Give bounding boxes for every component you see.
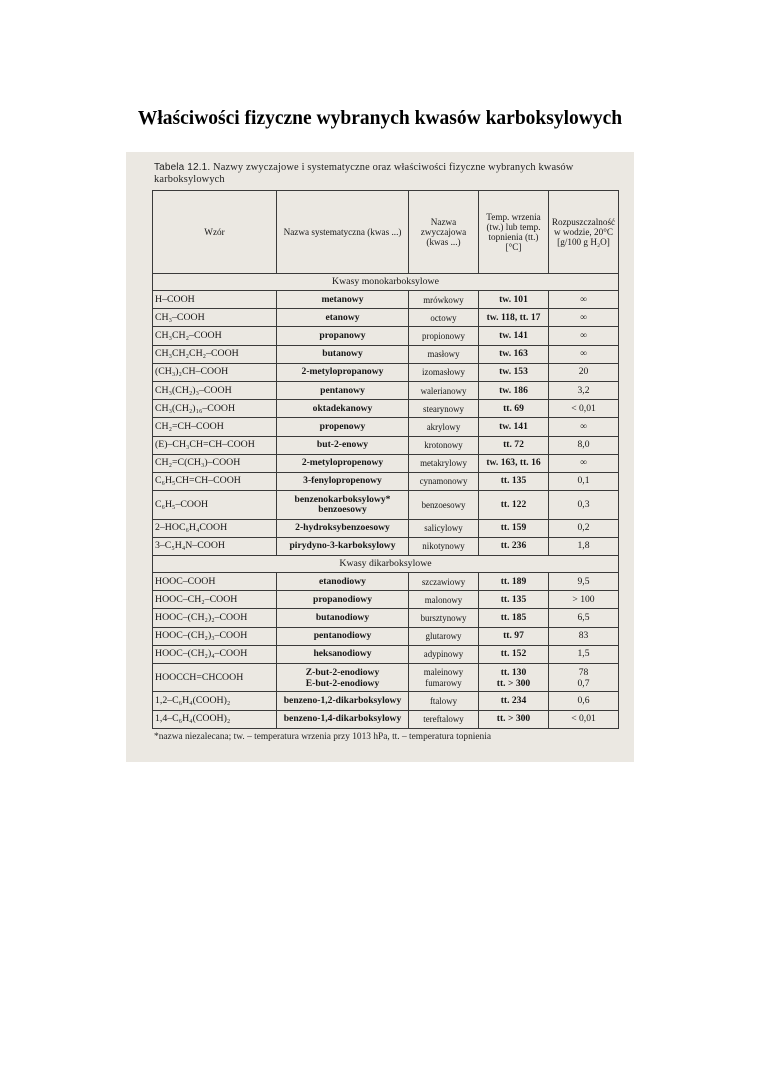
cell-formula: 1,4–C₆H₄(COOH)₂ [153,710,277,728]
header-common-name: Nazwa zwyczajowa (kwas ...) [409,191,479,274]
cell-systematic-name: benzenokarboksylowy* benzoesowy [277,491,409,520]
cell-formula: CH₂=CH–COOH [153,418,277,436]
cell-solubility-line: 78 [578,666,589,678]
cell-systematic-name: propenowy [277,418,409,436]
cell-solubility: 20 [549,363,619,381]
cell-solubility: ∞ [549,454,619,472]
cell-temperature: tt. 97 [479,627,549,645]
cell-systematic-name: etanodiowy [277,572,409,590]
cell-temperature: tt. 69 [479,400,549,418]
cell-solubility [549,663,619,692]
cell-systematic-name [277,663,409,692]
cell-temperature: tt. 236 [479,537,549,555]
cell-temperature: tw. 101 [479,291,549,309]
cell-formula: C₆H₅–COOH [153,491,277,520]
cell-systematic-name: butanowy [277,345,409,363]
cell-formula: 3–C₅H₄N–COOH [153,537,277,555]
cell-formula: HOOC–(CH₂)₃–COOH [153,627,277,645]
table-row [153,381,619,399]
header-solubility: Rozpuszczalność w wodzie, 20°C [g/100 g H₂O] [549,191,619,274]
cell-systematic-name: butanodiowy [277,609,409,627]
cell-temperature: tt. 122 [479,491,549,520]
header-formula: Wzór [153,191,277,274]
cell-common-name: tereftalowy [409,710,479,728]
cell-common-name: glutarowy [409,627,479,645]
cell-solubility: ∞ [549,345,619,363]
cell-temperature: tt. 135 [479,472,549,490]
cell-solubility: ∞ [549,291,619,309]
cell-formula: CH₂=C(CH₃)–COOH [153,454,277,472]
cell-temperature: tw. 163 [479,345,549,363]
cell-systematic-name: metanowy [277,291,409,309]
table-body [153,274,619,729]
cell-solubility: 1,5 [549,645,619,663]
header-temperature: Temp. wrzenia (tw.) lub temp. topnienia (tt.) [°C] [479,191,549,274]
cell-common-name-line: maleinowy [423,666,464,677]
cell-systematic-name-line: E-but-2-enodiowy [305,677,380,689]
cell-temperature: tw. 141 [479,327,549,345]
cell-solubility: 83 [549,627,619,645]
cell-solubility: 3,2 [549,381,619,399]
cell-temperature: tw. 118, tt. 17 [479,309,549,327]
cell-temperature: tt. > 300 [479,710,549,728]
table-row [153,537,619,555]
cell-systematic-name: pentanowy [277,381,409,399]
cell-solubility: 9,5 [549,572,619,590]
cell-common-name: nikotynowy [409,537,479,555]
cell-common-name: walerianowy [409,381,479,399]
table-row [153,692,619,710]
table-footnote: *nazwa niezalecana; tw. – temperatura wrzenia przy 1013 hPa, tt. – temperatura topnienia [154,731,492,742]
table-row [153,309,619,327]
table-row [153,472,619,490]
table-row [153,363,619,381]
table-row [153,291,619,309]
cell-common-name: mrówkowy [409,291,479,309]
table-row [153,609,619,627]
cell-temperature: tt. 189 [479,572,549,590]
cell-solubility-line: 0,7 [577,677,590,689]
section-di-label: Kwasy dikarboksylowe [153,555,619,572]
section-row-di [153,555,619,572]
table-row [153,710,619,728]
cell-solubility: 0,6 [549,692,619,710]
cell-systematic-name: 2-metylopropenowy [277,454,409,472]
cell-solubility: 0,2 [549,519,619,537]
cell-formula: 1,2–C₆H₄(COOH)₂ [153,692,277,710]
cell-solubility: > 100 [549,591,619,609]
cell-formula: 2–HOC₆H₄COOH [153,519,277,537]
cell-temperature: tw. 141 [479,418,549,436]
cell-formula: HOOCCH=CHCOOH [153,663,277,692]
cell-formula: HOOC–CH₂–COOH [153,591,277,609]
cell-temperature-line: tt. 130 [500,666,527,678]
cell-solubility: 6,5 [549,609,619,627]
scanned-table-image [126,152,634,762]
table-row [153,627,619,645]
table-row [153,645,619,663]
cell-common-name: bursztynowy [409,609,479,627]
table-row [153,345,619,363]
cell-formula: HOOC–(CH₂)₄–COOH [153,645,277,663]
cell-temperature: tw. 186 [479,381,549,399]
cell-temperature: tt. 135 [479,591,549,609]
acids-table [152,190,619,729]
cell-formula: (CH₃)₂CH–COOH [153,363,277,381]
cell-common-name: octowy [409,309,479,327]
cell-formula: C₆H₅CH=CH–COOH [153,472,277,490]
cell-systematic-name: 2-metylopropanowy [277,363,409,381]
table-row [153,327,619,345]
cell-solubility: 0,1 [549,472,619,490]
cell-temperature: tt. 185 [479,609,549,627]
cell-solubility: ∞ [549,309,619,327]
table-row [153,663,619,692]
cell-solubility: ∞ [549,418,619,436]
table-row [153,418,619,436]
cell-temperature: tt. 72 [479,436,549,454]
table-row [153,491,619,520]
table-row [153,436,619,454]
cell-systematic-name: heksanodiowy [277,645,409,663]
cell-systematic-name: but-2-enowy [277,436,409,454]
cell-systematic-name: 3-fenylopropenowy [277,472,409,490]
page-title: Właściwości fizyczne wybranych kwasów karboksylowych [137,108,623,129]
table-caption [154,162,620,186]
table-row [153,591,619,609]
cell-systematic-name: benzeno-1,2-dikarboksylowy [277,692,409,710]
cell-formula: CH₃(CH₂)₁₆–COOH [153,400,277,418]
cell-formula: CH₃–COOH [153,309,277,327]
cell-systematic-name: pirydyno-3-karboksylowy [277,537,409,555]
cell-common-name: ftalowy [409,692,479,710]
cell-common-name: propionowy [409,327,479,345]
cell-common-name [409,663,479,692]
cell-common-name: krotonowy [409,436,479,454]
cell-common-name: izomasłowy [409,363,479,381]
cell-systematic-name: propanodiowy [277,591,409,609]
cell-formula: CH₃CH₂–COOH [153,327,277,345]
cell-systematic-name: 2-hydroksybenzoesowy [277,519,409,537]
cell-formula: CH₃CH₂CH₂–COOH [153,345,277,363]
table-row [153,572,619,590]
cell-formula: (E)–CH₃CH=CH–COOH [153,436,277,454]
cell-systematic-name: benzeno-1,4-dikarboksylowy [277,710,409,728]
cell-systematic-name: oktadekanowy [277,400,409,418]
cell-formula: CH₃(CH₂)₃–COOH [153,381,277,399]
table-row [153,519,619,537]
cell-common-name: szczawiowy [409,572,479,590]
table-caption-text: Nazwy zwyczajowe i systematyczne oraz właściwości fizyczne wybranych kwasów karboksylowych [154,162,574,185]
cell-temperature: tt. 234 [479,692,549,710]
table-header-row [153,191,619,274]
cell-solubility: < 0,01 [549,400,619,418]
cell-common-name: salicylowy [409,519,479,537]
cell-formula: HOOC–(CH₂)₂–COOH [153,609,277,627]
cell-common-name-line: fumarowy [425,677,462,688]
cell-common-name: cynamonowy [409,472,479,490]
cell-temperature: tt. 152 [479,645,549,663]
cell-temperature: tw. 163, tt. 16 [479,454,549,472]
table-row [153,400,619,418]
cell-solubility: 0,3 [549,491,619,520]
cell-common-name: benzoesowy [409,491,479,520]
cell-systematic-name: propanowy [277,327,409,345]
cell-solubility: ∞ [549,327,619,345]
table-caption-label: Tabela 12.1. [154,162,211,173]
header-systematic-name: Nazwa systematyczna (kwas ...) [277,191,409,274]
cell-formula: HOOC–COOH [153,572,277,590]
cell-common-name: adypinowy [409,645,479,663]
cell-solubility: < 0,01 [549,710,619,728]
cell-temperature-line: tt. > 300 [496,677,531,689]
cell-common-name: metakrylowy [409,454,479,472]
cell-common-name: akrylowy [409,418,479,436]
cell-solubility: 1,8 [549,537,619,555]
cell-temperature: tt. 159 [479,519,549,537]
cell-systematic-name: etanowy [277,309,409,327]
cell-solubility: 8,0 [549,436,619,454]
cell-common-name: stearynowy [409,400,479,418]
cell-temperature [479,663,549,692]
cell-common-name: masłowy [409,345,479,363]
table-row [153,454,619,472]
cell-common-name: malonowy [409,591,479,609]
cell-systematic-name-line: Z-but-2-enodiowy [305,666,380,678]
cell-systematic-name: pentanodiowy [277,627,409,645]
cell-temperature: tw. 153 [479,363,549,381]
section-mono-label: Kwasy monokarboksylowe [153,274,619,291]
section-row-mono [153,274,619,291]
cell-formula: H–COOH [153,291,277,309]
